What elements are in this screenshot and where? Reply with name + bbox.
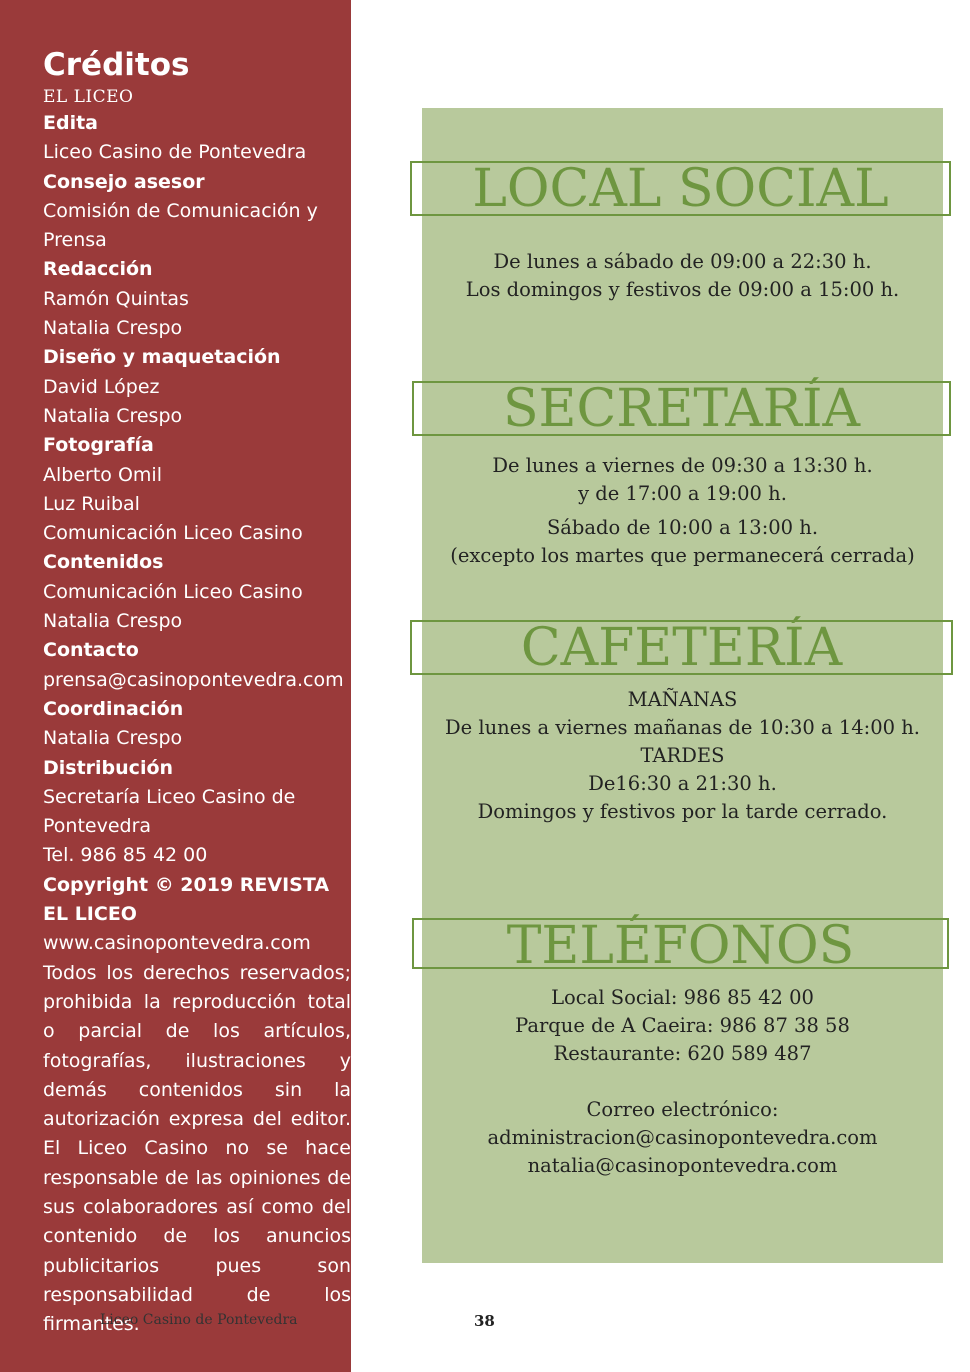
telefonos-heading: [412, 916, 949, 976]
credits-column: [43, 45, 351, 1339]
credits-heading-coordinacion: Coordinación: [43, 697, 184, 720]
credits-line: Comisión de Comunicación y: [43, 199, 318, 222]
cafeteria-line: MAÑANAS: [627, 688, 738, 711]
credits-line: Secretaría Liceo Casino de: [43, 785, 296, 808]
telefonos-title: TELÉFONOS: [506, 916, 855, 976]
secretaria-heading: [412, 379, 951, 439]
cafeteria-line: Domingos y festivos por la tarde cerrado.: [477, 800, 888, 823]
credits-heading-edita: Edita: [43, 112, 98, 134]
secretaria-hours: [422, 452, 943, 570]
page-number: 38: [474, 1312, 495, 1330]
credits-line: Natalia Crespo: [43, 610, 183, 633]
email-address: administracion@casinopontevedra.com: [487, 1126, 878, 1149]
credits-line: Prensa: [43, 229, 107, 252]
email-label: Correo electrónico:: [586, 1098, 779, 1121]
credits-heading-redaccion: Redacción: [43, 258, 153, 281]
credits-line: Natalia Crespo: [43, 727, 183, 750]
secretaria-line: De lunes a viernes de 09:30 a 13:30 h.: [492, 454, 873, 477]
credits-heading-fotografia: Fotografía: [43, 434, 154, 457]
local-social-line: Los domingos y festivos de 09:00 a 15:00 h.: [465, 278, 900, 301]
copyright: Copyright © 2019 REVISTA EL LICEO: [43, 873, 330, 926]
local-social-heading: [410, 159, 951, 219]
cafeteria-title: CAFETERÍA: [520, 618, 843, 678]
secretaria-line: Sábado de 10:00 a 13:00 h.: [546, 516, 819, 539]
telefono-line: Parque de A Caeira: 986 87 38 58: [515, 1014, 850, 1037]
credits-line: Comunicación Liceo Casino: [43, 580, 303, 603]
credits-line: Comunicación Liceo Casino: [43, 522, 303, 545]
credits-line: David López: [43, 375, 160, 398]
cafeteria-line: TARDES: [640, 744, 725, 767]
telefono-spacer: [422, 1068, 943, 1096]
telefonos-list: [422, 984, 943, 1180]
contact-email: prensa@casinopontevedra.com: [43, 668, 344, 691]
secretaria-title: SECRETARÍA: [502, 379, 861, 439]
cafeteria-heading: [410, 618, 953, 678]
credits-heading-contenidos: Contenidos: [43, 551, 164, 574]
credits-line: Natalia Crespo: [43, 317, 183, 340]
email-address: natalia@casinopontevedra.com: [527, 1154, 838, 1177]
footer-publication: Liceo Casino de Pontevedra: [100, 1312, 298, 1328]
credits-line: Alberto Omil: [43, 463, 162, 486]
secretaria-line: y de 17:00 a 19:00 h.: [578, 482, 787, 505]
local-social-hours: [422, 248, 943, 304]
legal-notice: Todos los derechos reservados; prohibida la reproducción total o parcial de los artículos, fotografías, ilustraciones y demás contenidos sin la autorización expresa del editor. El Liceo Casino no se hace responsable de las opiniones de sus colaboradores así como del contenido de los anuncios publicitarios pues son responsabilidad de los firmantes.: [43, 961, 351, 1336]
website: www.casinopontevedra.com: [43, 932, 311, 955]
credits-subtitle: EL LICEO: [43, 87, 134, 107]
credits-title: Créditos: [43, 47, 190, 83]
credits-line: Ramón Quintas: [43, 287, 189, 310]
credits-heading-distribucion: Distribución: [43, 756, 174, 779]
cafeteria-hours: [422, 686, 943, 826]
cafeteria-line: De16:30 a 21:30 h.: [588, 772, 777, 795]
secretaria-line: (excepto los martes que permanecerá cerrada): [450, 544, 915, 567]
credits-line: Tel. 986 85 42 00: [43, 844, 208, 867]
credits-line: Liceo Casino de Pontevedra: [43, 141, 307, 164]
credits-heading-diseno: Diseño y maquetación: [43, 346, 281, 369]
local-social-line: De lunes a sábado de 09:00 a 22:30 h.: [493, 250, 872, 273]
credits-line: Natalia Crespo: [43, 404, 183, 427]
telefono-line: Local Social: 986 85 42 00: [551, 986, 814, 1009]
credits-line: Luz Ruibal: [43, 492, 140, 515]
cafeteria-line: De lunes a viernes mañanas de 10:30 a 14:00 h.: [445, 716, 920, 739]
local-social-title: LOCAL SOCIAL: [472, 159, 889, 219]
telefono-line: Restaurante: 620 589 487: [553, 1042, 812, 1065]
credits-heading-contacto: Contacto: [43, 639, 139, 662]
credits-line: Pontevedra: [43, 815, 152, 838]
credits-heading-consejo: Consejo asesor: [43, 170, 205, 193]
